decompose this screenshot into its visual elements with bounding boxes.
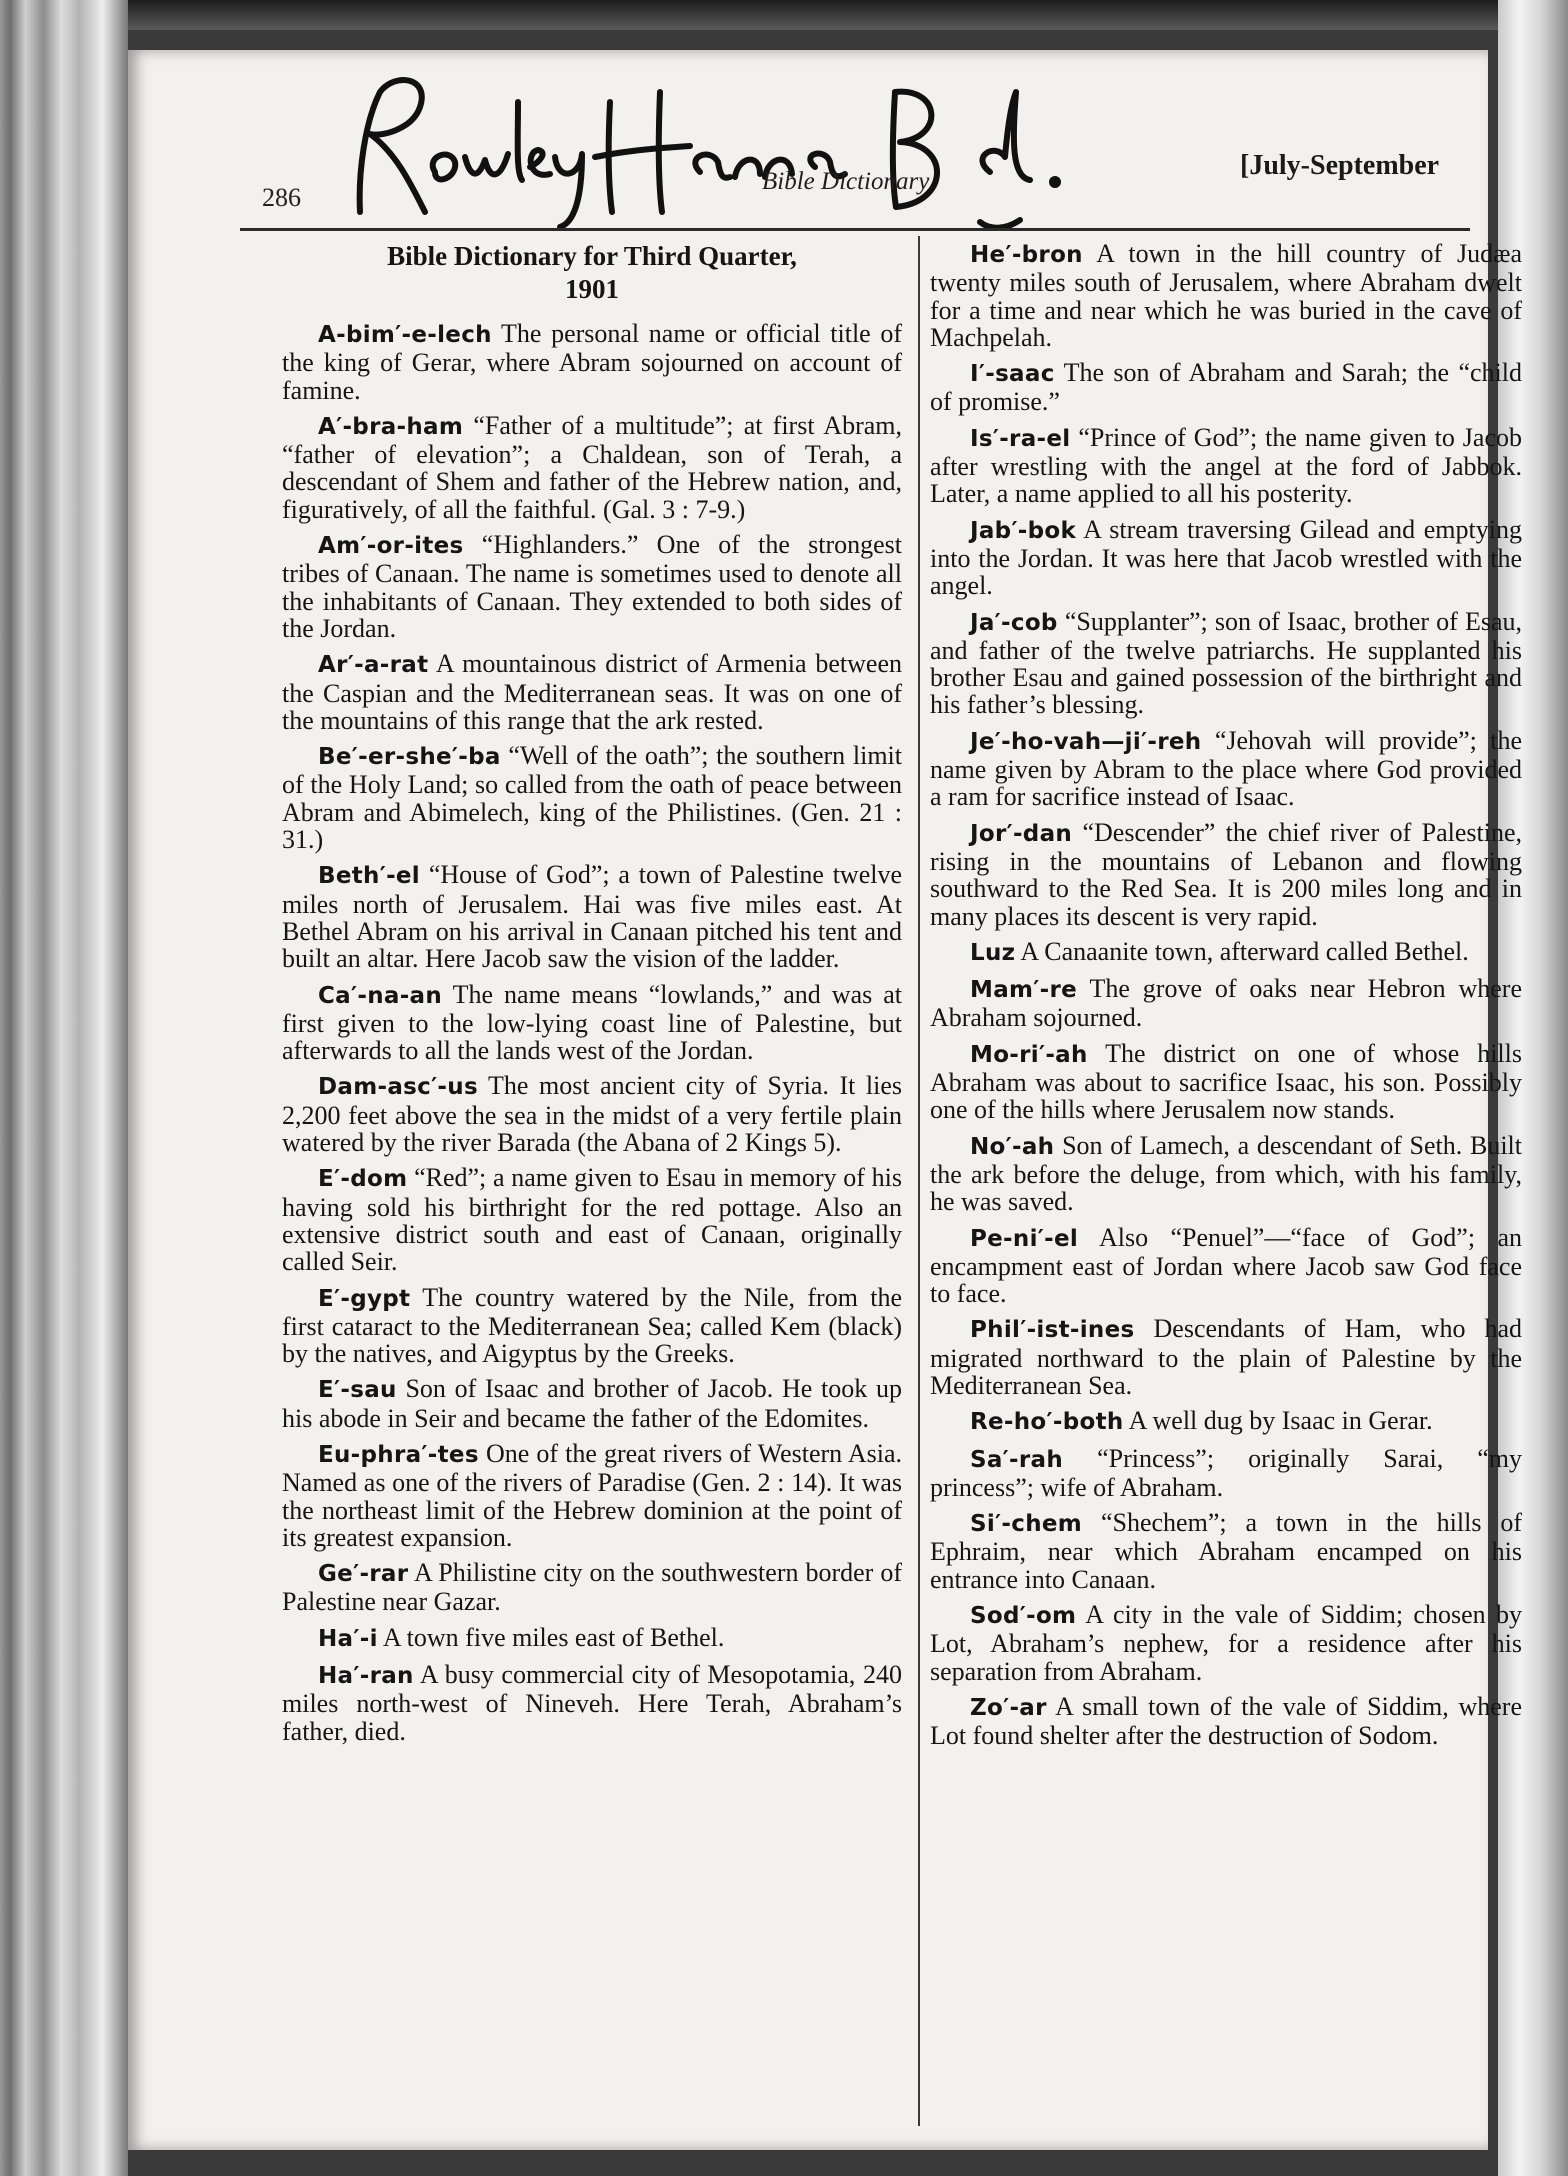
entry-definition: “House of God”; a town of Palestine twelve miles north of Jerusalem. Hai was five miles east. At Bethel Abram on his arrival in Canaan pitched his tent and built an altar. Here Jacob saw the vision of the ladder. (282, 860, 903, 974)
entry-term: He′-bron (970, 242, 1083, 268)
dictionary-entry (930, 1601, 1522, 1685)
entry-term: A-bim′-e-lech (318, 322, 492, 348)
entry-definition: A Canaanite town, afterward called Bethel. (1020, 936, 1469, 966)
dictionary-entry (930, 516, 1522, 600)
entry-term: Ar′-a-rat (318, 652, 429, 679)
dictionary-entry (930, 359, 1522, 416)
entry-definition: Son of Isaac and brother of Jacob. He took up his abode in Seir and became the father of the Edomites. (282, 1374, 903, 1433)
entry-term: I′-saac (970, 361, 1055, 388)
column-divider (918, 236, 920, 2126)
entry-definition: A well dug by Isaac in Gerar. (1128, 1406, 1433, 1436)
section-heading (282, 240, 902, 306)
scan-top-border (0, 0, 1568, 30)
entry-term: Ca′-na-an (318, 982, 443, 1009)
entry-term: Luz (970, 939, 1016, 966)
entry-term: A′-bra-ham (318, 413, 464, 440)
entry-term: E′-gypt (318, 1285, 411, 1312)
entry-term: E′-dom (318, 1166, 408, 1193)
entry-definition: “Father of a multitude”; at first Abram, “father of elevation”; a Chaldean, son of Terah, a descendant of Shem and father of the Hebrew nation, and, figuratively, of all the faithful. (Gal. 3 : 7-9.) (282, 410, 903, 524)
dictionary-entry (930, 240, 1522, 351)
entry-definition: The son of Abraham and Sarah; the “child of promise.” (930, 358, 1522, 417)
dictionary-entry (930, 608, 1522, 719)
dictionary-entry (930, 1315, 1522, 1399)
entry-term: Mam′-re (970, 977, 1078, 1004)
dictionary-entry (282, 650, 902, 734)
right-column (930, 240, 1522, 1758)
right-entry-list (930, 240, 1522, 1750)
entry-term: E′-sau (318, 1377, 397, 1404)
page-number: 286 (262, 183, 301, 212)
heading-line-1: Bible Dictionary for Third Quarter, (387, 241, 797, 271)
entry-definition: A small town of the vale of Siddim, where Lot found shelter after the destruction of Sodom. (930, 1691, 1522, 1751)
entry-term: Dam-asc′-us (318, 1074, 478, 1101)
entry-definition: The country watered by the Nile, from the first cataract to the Mediterranean Sea; called Kem (black) by the natives, and Aigyptus by the Greeks. (282, 1282, 903, 1369)
dictionary-entry (282, 412, 902, 523)
entry-term: Ha′-ran (318, 1663, 414, 1690)
dictionary-entry (930, 975, 1522, 1032)
entry-definition: “Well of the oath”; the southern limit of the Holy Land; so called from the oath of peace between Abram and Abimelech, king of the Philistines. (Gen. 21 : 31.) (282, 741, 903, 855)
entry-definition: The grove of oaks near Hebron where Abraham sojourned. (930, 974, 1523, 1033)
dictionary-entry (282, 320, 902, 404)
dictionary-entry (282, 981, 902, 1065)
dictionary-entry (930, 1224, 1522, 1308)
dictionary-entry (930, 1445, 1522, 1502)
dictionary-entry (282, 1164, 902, 1275)
dictionary-entry (930, 1509, 1522, 1593)
entry-definition: A town five miles east of Bethel. (382, 1622, 725, 1652)
entry-term: Ja′-cob (970, 609, 1058, 636)
dictionary-entry (282, 531, 902, 642)
entry-term: No′-ah (970, 1133, 1055, 1160)
entry-term: Am′-or-ites (318, 533, 464, 560)
entry-definition: “Jehovah will provide”; the name given by Abram to the place where God provided a ram for sacrifice instead of Isaac. (930, 725, 1522, 812)
entry-definition: “Supplanter”; son of Isaac, brother of Esau, and father of the twelve patriarchs. He supplanted his brother Esau and gained possession of the birthright and his father’s blessing. (930, 606, 1523, 720)
entry-definition: The personal name or official title of the king of Gerar, where Abram sojourned on account of famine. (282, 319, 903, 405)
entry-definition: “Shechem”; a town in the hills of Ephraim, near which Abraham encamped on his entrance into Canaan. (930, 1508, 1523, 1594)
entry-definition: “Prince of God”; the name given to Jacob after wrestling with the angel at the ford of Jabbok. Later, a name applied to all his posterity. (930, 422, 1522, 509)
dictionary-entry (930, 1040, 1522, 1124)
entry-definition: The most ancient city of Syria. It lies 2,200 feet above the sea in the midst of a very fertile plain watered by the river Barada (the Abana of 2 Kings 5). (282, 1071, 902, 1158)
entry-term: Mo-ri′-ah (970, 1041, 1088, 1068)
entry-definition: A town in the hill country of Judæa twenty miles south of Jerusalem, where Abraham dwelt for a time and near which he was buried in the cave of Machpelah. (930, 239, 1522, 352)
dictionary-entry (282, 861, 902, 972)
entry-term: Ge′-rar (318, 1561, 409, 1588)
handwritten-signature (340, 62, 1100, 232)
entry-term: Je′-ho-vah—ji′-reh (970, 728, 1202, 755)
entry-definition: Son of Lamech, a descendant of Seth. Built the ark before the deluge, from which, with his family, he was saved. (930, 1130, 1523, 1217)
header-rule (240, 228, 1470, 231)
entry-definition: “Red”; a name given to Esau in memory of his having sold his birthright for the red pottage. Also an extensive district south and east of Canaan, originally called Seir. (282, 1163, 903, 1277)
entry-definition: The name means “lowlands,” and was at first given to the low-lying coast line of Palestine, but afterwards to all the lands west of the Jordan. (282, 979, 902, 1066)
dictionary-entry (282, 1375, 902, 1432)
dictionary-entry (930, 727, 1522, 811)
entry-term: Sa′-rah (970, 1446, 1064, 1473)
entry-definition: A stream traversing Gilead and emptying into the Jordan. It was here that Jacob wrestled with the angel. (930, 514, 1522, 601)
dictionary-entry (930, 938, 1522, 967)
entry-definition: “Descender” the chief river of Palestine, rising in the mountains of Lebanon and flowing southward to the Red Sea. It is 200 miles long and in many places its descent is very rapid. (930, 817, 1522, 931)
book-page-edges (0, 0, 128, 2176)
entry-term: Zo′-ar (970, 1694, 1047, 1721)
entry-term: Beth′-el (318, 863, 420, 890)
entry-definition: Also “Penuel”—“face of God”; an encampment east of Jordan where Jacob saw God face to face. (930, 1222, 1522, 1309)
dictionary-entry (282, 1440, 902, 1551)
entry-term: Eu-phra′-tes (318, 1441, 479, 1468)
heading-line-2: 1901 (565, 274, 619, 304)
entry-definition: One of the great rivers of Western Asia. Named as one of the rivers of Paradise (Gen. 2 : 14). It was the northeast limit of the Hebrew dominion at the point of its greatest expansion. (282, 1438, 902, 1552)
dictionary-entry (282, 1624, 902, 1653)
entry-definition: “Princess”; originally Sarai, “my princess”; wife of Abraham. (930, 1443, 1523, 1502)
entry-term: Phil′-ist-ines (970, 1317, 1135, 1344)
entry-term: Si′-chem (970, 1511, 1083, 1538)
entry-term: Be′-er-she′-ba (318, 744, 501, 771)
entry-term: Ha′-i (318, 1625, 378, 1652)
dictionary-entry (930, 819, 1522, 930)
entry-term: Jab′-bok (970, 517, 1077, 544)
entry-definition: A busy commercial city of Mesopotamia, 240 miles north-west of Nineveh. Here Terah, Abraham’s father, died. (282, 1660, 902, 1746)
entry-definition: A city in the vale of Siddim; chosen by Lot, Abraham’s nephew, for a residence after his separation from Abraham. (930, 1600, 1522, 1686)
dictionary-entry (930, 1693, 1522, 1750)
entry-term: Re-ho′-both (970, 1409, 1124, 1436)
issue-range: [July-September (1240, 150, 1440, 181)
dictionary-entry (930, 1132, 1522, 1216)
dictionary-entry (282, 1072, 902, 1156)
dictionary-entry (282, 1559, 902, 1616)
entry-term: Pe-ni′-el (970, 1225, 1079, 1252)
entry-term: Sod′-om (970, 1603, 1077, 1630)
dictionary-entry (930, 1407, 1522, 1436)
entry-definition: A mountainous district of Armenia between the Caspian and the Mediterranean seas. It was on one of the mountains of this range that the ark rested. (282, 649, 902, 735)
dictionary-entry (282, 1284, 902, 1368)
running-title: Bible Dictionary (762, 168, 930, 195)
left-entry-list (282, 320, 902, 1745)
left-column (282, 240, 902, 1753)
dictionary-entry (282, 742, 902, 853)
entry-term: Jor′-dan (970, 820, 1073, 847)
dictionary-entry (930, 424, 1522, 508)
entry-definition: A Philistine city on the southwestern border of Palestine near Gazar. (282, 1558, 902, 1617)
entry-definition: The district on one of whose hills Abraham was about to sacrifice Isaac, his son. Possibly one of the hills where Jerusalem now stands. (930, 1038, 1522, 1125)
dictionary-entry (282, 1661, 902, 1745)
entry-definition: Descendants of Ham, who had migrated northward to the plain of Palestine by the Mediterranean Sea. (930, 1314, 1523, 1400)
entry-term: Is′-ra-el (970, 425, 1071, 452)
entry-definition: “Highlanders.” One of the strongest tribes of Canaan. The name is sometimes used to denote all the inhabitants of Canaan. They extended to both sides of the Jordan. (282, 530, 902, 643)
